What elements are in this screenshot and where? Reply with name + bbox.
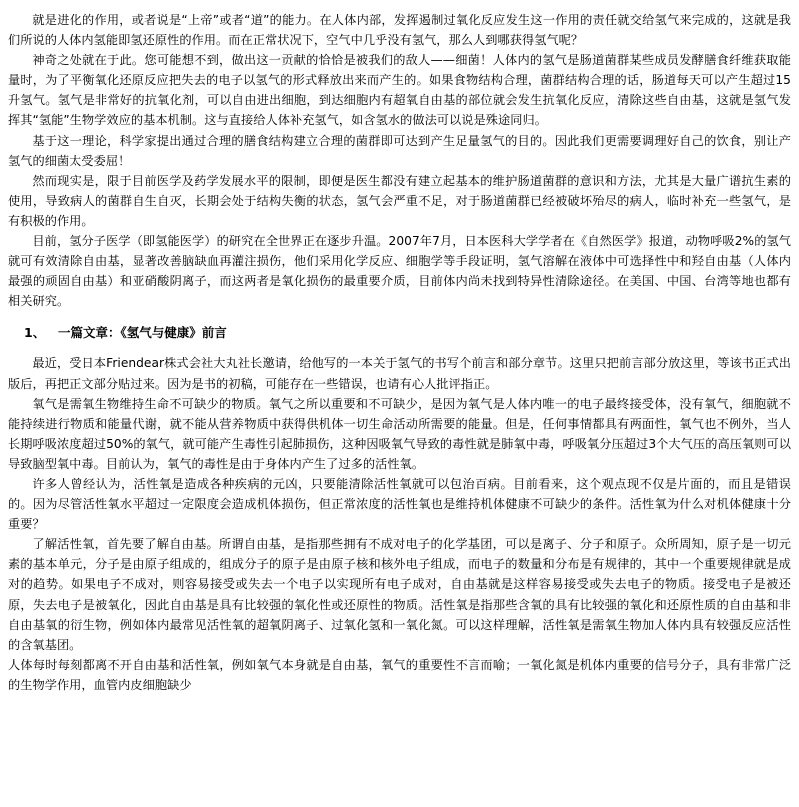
paragraph-evolution: 就是进化的作用，或者说是“上帝”或者“道”的能力。在人体内部，发挥遏制过氧化反应发生这一作用的责任就交给氢气来完成的，这就是我们所说的人体内氢能即氢还原性的作用。而在正常状况下，空气中几乎没有氢气，那么人到哪获得氢气呢？ bbox=[8, 13, 791, 48]
paragraph-research: 目前，氢分子医学（即氢能医学）的研究在全世界正在逐步升温。2007年7月，日本医科大学学者在《自然医学》报道，动物呼吸2%的氢气就可有效清除自由基，显著改善脑缺血再灌注损伤，他们采用化学反应、细胞学等手段证明，氢气溶解在液体中可选择性中和羟自由基（人体内最强的顽固自由基）和亚硝酸阴离子，而这两者是氧化损伤的最重要介质，目前体内尚未找到特异性清除途径。在美国、中国、台湾等地也都有相关研究。 bbox=[8, 234, 791, 309]
paragraph-preface-intro: 最近，受日本Friendear株式会社大丸社长邀请，给他写的一本关于氢气的书写个前言和部分章节。这里只把前言部分放这里，等该书正式出版后，再把正文部分贴过来。因为是书的初稿，可能存在一些错误，也请有心人批评指正。 bbox=[8, 356, 791, 391]
section-heading bbox=[8, 323, 791, 343]
paragraph-reality: 然而现实是，限于目前医学及药学发展水平的限制，即便是医生都没有建立起基本的维护肠道菌群的意识和方法，尤其是大量广谱抗生素的使用，导致病人的菌群自生自灭，长期会处于结构失衡的状态，氢气会严重不足，对于肠道菌群已经被破坏殆尽的病人，临时补充一些氢气，是有积极的作用。 bbox=[8, 173, 791, 228]
paragraph-free-radicals: 了解活性氧，首先要了解自由基。所谓自由基，是指那些拥有不成对电子的化学基团，可以是离子、分子和原子。众所周知，原子是一切元素的基本单元，分子是由原子组成的，组成分子的原子是由原子核和核外电子组成，而电子的数量和分布是有规律的，其中一个重要规律就是成对的趋势。如果电子不成对，则容易接受或失去一个电子以实现所有电子成对，自由基就是这样容易接受或失去电子的物质。接受电子是被还原，失去电子是被氧化，因此自由基是具有比较强的氧化性或还原性的物质。活性氧是指那些含氧的具有比较强的氧化和还原性质的自由基和非自由基氧的衍生物，例如体内最常见活性氧的超氧阴离子、过氧化氢和一氧化氮。可以这样理解，活性氧是需氧生物加人体内具有较强反应活性的含氧基团。 bbox=[8, 537, 791, 652]
paragraph-bacteria: 神奇之处就在于此。您可能想不到，做出这一贡献的恰恰是被我们的敌人——细菌！人体内的氢气是肠道菌群某些成员发酵膳食纤维获取能量时，为了平衡氧化还原反应把失去的电子以氢气的形式释放出来而产生的。如果食物结构合理，菌群结构合理的话，肠道每天可以产生超过15升氢气。氢气是非常好的抗氧化剂，可以自由进出细胞，到达细胞内有超氧自由基的部位就会发生抗氧化反应，清除这些自由基，这就是氢气发挥其“氢能”生物学效应的基本机制。这与直接给人体补充氢气，如含氢水的做法可以说是殊途同归。 bbox=[8, 53, 791, 128]
paragraph-diet: 基于这一理论，科学家提出通过合理的膳食结构建立合理的菌群即可达到产生足量氢气的目的。因此我们更需要调理好自己的饮食，别让产氢气的细菌太受委屈！ bbox=[8, 133, 791, 168]
paragraph-oxygen: 氧气是需氧生物维持生命不可缺少的物质。氧气之所以重要和不可缺少，是因为氧气是人体内唯一的电子最终接受体，没有氧气，细胞就不能持续进行物质和能量代谢，就不能从营养物质中获得供机体一切生命活动所需要的能量。但是，任何事情都具有两面性，氧气也不例外，当人长期呼吸浓度超过50%的氧气，就可能产生毒性引起肺损伤，这种因吸氧气导致的毒性就是肺氧中毒，呼吸氧分压超过3个大气压的高压氧则可以导致脑型氧中毒。目前认为，氧气的毒性是由于身体内产生了过多的活性氧。 bbox=[8, 396, 791, 471]
section-title: 一篇文章：《氢气与健康》前言 bbox=[58, 325, 227, 341]
paragraph-reactive-oxygen: 许多人曾经认为，活性氧是造成各种疾病的元凶，只要能清除活性氧就可以包治百病。目前看来，这个观点现不仅是片面的，而且是错误的。因为尽管活性氧水平超过一定限度会造成机体损伤，但正常浓度的活性氧也是维持机体健康不可缺少的条件。活性氧为什么对机体健康十分重要？ bbox=[8, 476, 791, 532]
paragraph-final: 人体每时每刻都离不开自由基和活性氧，例如氧气本身就是自由基，氧气的重要性不言而喻；一氧化氮是机体内重要的信号分子，具有非常广泛的生物学作用，血管内皮细胞缺少 bbox=[8, 657, 791, 692]
section-number: 1、 bbox=[24, 325, 46, 341]
